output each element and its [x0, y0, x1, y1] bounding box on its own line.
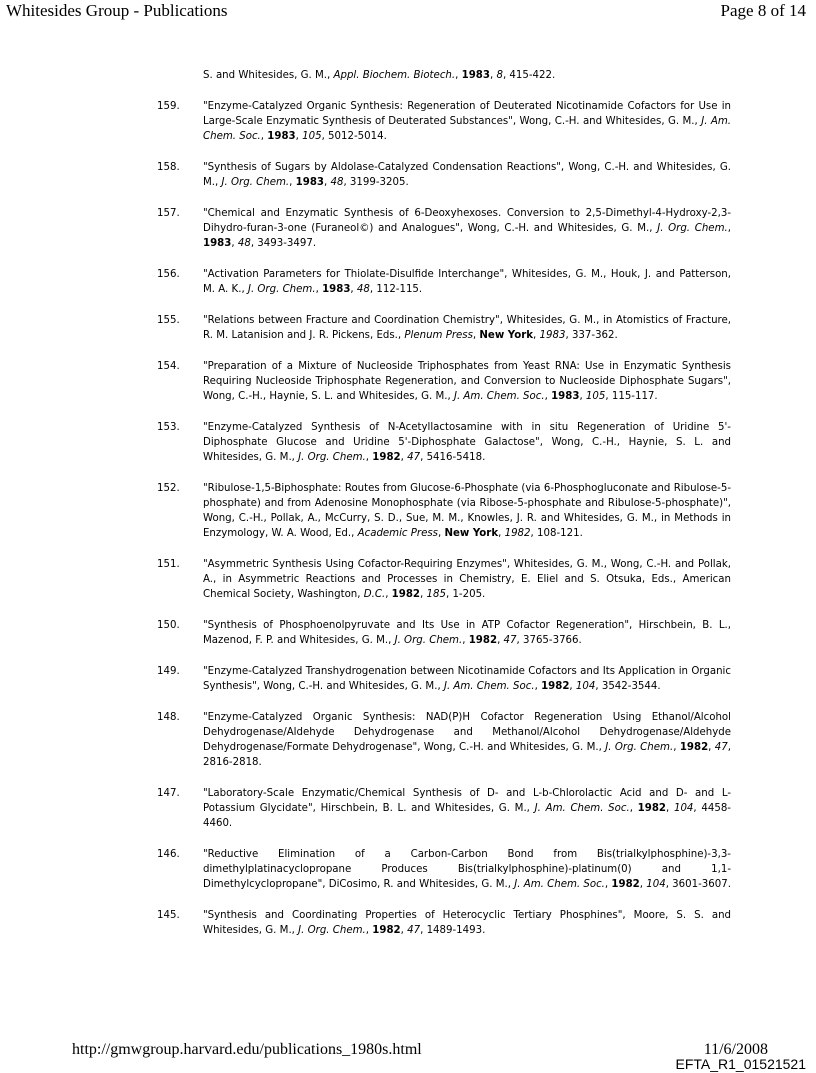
- publication-entry: [157, 420, 731, 465]
- entry-citation: "Activation Parameters for Thiolate-Disulfide Interchange", Whitesides, G. M., Houk, J. and Patterson, M. A. K., J. Org. Chem., 1983, 48, 112-115.: [203, 269, 731, 295]
- entry-number: 148.: [157, 712, 180, 723]
- entry-number: 149.: [157, 666, 180, 677]
- entry-number: 159.: [157, 101, 180, 112]
- entry-number: 157.: [157, 208, 180, 219]
- document-id: EFTA_R1_01521521: [675, 1056, 806, 1072]
- entry-citation: "Enzyme-Catalyzed Synthesis of N-Acetyllactosamine with in situ Regeneration of Uridine 5'-Diphosphate Glucose and Uridine 5'-Diphosphate Galactose", Wong, C.-H., Haynie, S. L. and Whitesides, G. M., J. Org. Chem., 1982, 47, 5416-5418.: [203, 422, 731, 463]
- entry-citation: "Laboratory-Scale Enzymatic/Chemical Synthesis of D- and L-b-Chlorolactic Acid and D- and L-Potassium Glycidate", Hirschbein, B. L. and Whitesides, G. M., J. Am. Chem. Soc., 1982, 104, 4458-4460.: [203, 788, 731, 829]
- publication-entry: [157, 847, 731, 892]
- publication-entry: [157, 618, 731, 648]
- publication-entry: [157, 664, 731, 694]
- continued-entry-text: S. and Whitesides, G. M., Appl. Biochem. Biotech., 1983, 8, 415-422.: [203, 70, 556, 81]
- entry-citation: "Reductive Elimination of a Carbon-Carbon Bond from Bis(trialkylphosphine)-3,3-dimethylplatinacyclopropane Produces Bis(trialkylphosphine)-platinum(0) and 1,1-Dimethylcyclopropane", DiCosimo, R. and Whitesides, G. M., J. Am. Chem. Soc., 1982, 104, 3601-3607.: [203, 849, 731, 890]
- entry-citation: "Synthesis and Coordinating Properties of Heterocyclic Tertiary Phosphines", Moore, S. S. and Whitesides, G. M., J. Org. Chem., 1982, 47, 1489-1493.: [203, 910, 731, 936]
- entry-citation: "Asymmetric Synthesis Using Cofactor-Requiring Enzymes", Whitesides, G. M., Wong, C.-H. and Pollak, A., in Asymmetric Reactions and Processes in Chemistry, E. Eliel and S. Otsuka, Eds., American Chemical Society, Washington, D.C., 1982, 185, 1-205.: [203, 559, 731, 600]
- print-date: 11/6/2008: [703, 1041, 768, 1058]
- entry-citation: "Ribulose-1,5-Biphosphate: Routes from Glucose-6-Phosphate (via 6-Phosphogluconate and Ribulose-5-phosphate) and from Adenosine Monophosphate (via Ribose-5-phosphate and Ribulose-5-phosphate)", Wong, C.-H., Pollak, A., McCurry, S. D., Sue, M. M., Knowles, J. R. and Whitesides, G. M., in Methods in Enzymology, W. A. Wood, Ed., Academic Press, New York, 1982, 108-121.: [203, 483, 731, 539]
- entry-citation: "Preparation of a Mixture of Nucleoside Triphosphates from Yeast RNA: Use in Enzymatic Synthesis Requiring Nucleoside Triphosphate Regeneration, and Conversion to Nucleoside Diphosphate Sugars", Wong, C.-H., Haynie, S. L. and Whitesides, G. M., J. Am. Chem. Soc., 1983, 105, 115-117.: [203, 361, 731, 402]
- publication-entry: [157, 710, 731, 770]
- publication-list: [157, 68, 731, 954]
- entry-citation: "Enzyme-Catalyzed Organic Synthesis: NAD(P)H Cofactor Regeneration Using Ethanol/Alcohol Dehydrogenase/Aldehyde Dehydrogenase and Methanol/Alcohol Dehydrogenase/Aldehyde Dehydrogenase/Formate Dehydrogenase", Wong, C.-H. and Whitesides, G. M., J. Org. Chem., 1982, 47, 2816-2818.: [203, 712, 732, 768]
- entry-number: 153.: [157, 422, 180, 433]
- page-number: Page 8 of 14: [720, 1, 806, 20]
- publication-entry: [157, 481, 731, 541]
- entry-number: 158.: [157, 162, 180, 173]
- publication-entry: [157, 206, 731, 251]
- publication-entry: [157, 99, 731, 144]
- entries-container: [157, 99, 731, 938]
- publication-entry: [157, 313, 731, 343]
- entry-number: 151.: [157, 559, 180, 570]
- entry-citation: "Synthesis of Phosphoenolpyruvate and Its Use in ATP Cofactor Regeneration", Hirschbein, B. L., Mazenod, F. P. and Whitesides, G. M., J. Org. Chem., 1982, 47, 3765-3766.: [203, 620, 731, 646]
- entry-number: 147.: [157, 788, 180, 799]
- site-title: Whitesides Group - Publications: [6, 1, 228, 20]
- publication-entry: [157, 359, 731, 404]
- entry-number: 146.: [157, 849, 180, 860]
- entry-citation: "Synthesis of Sugars by Aldolase-Catalyzed Condensation Reactions", Wong, C.-H. and Whitesides, G. M., J. Org. Chem., 1983, 48, 3199-3205.: [203, 162, 731, 188]
- page-footer: [0, 1040, 816, 1073]
- entry-number: 145.: [157, 910, 180, 921]
- entry-number: 150.: [157, 620, 180, 631]
- entry-citation: "Enzyme-Catalyzed Transhydrogenation between Nicotinamide Cofactors and Its Application in Organic Synthesis", Wong, C.-H. and Whitesides, G. M., J. Am. Chem. Soc., 1982, 104, 3542-3544.: [203, 666, 731, 692]
- page-url: http://gmwgroup.harvard.edu/publications_1980s.html: [72, 1041, 422, 1058]
- page-header: [0, 0, 816, 22]
- publication-entry: [157, 908, 731, 938]
- publication-entry: [157, 267, 731, 297]
- entry-number: 156.: [157, 269, 180, 280]
- publication-entry: [157, 557, 731, 602]
- entry-number: 152.: [157, 483, 180, 494]
- publication-entry: [157, 160, 731, 190]
- entry-citation: "Chemical and Enzymatic Synthesis of 6-Deoxyhexoses. Conversion to 2,5-Dimethyl-4-Hydroxy-2,3-Dihydro-furan-3-one (Furaneol©) and Analogues", Wong, C.-H. and Whitesides, G. M., J. Org. Chem., 1983, 48, 3493-3497.: [203, 208, 731, 249]
- entry-citation: "Enzyme-Catalyzed Organic Synthesis: Regeneration of Deuterated Nicotinamide Cofactors for Use in Large-Scale Enzymatic Synthesis of Deuterated Substances", Wong, C.-H. and Whitesides, G. M., J. Am. Chem. Soc., 1983, 105, 5012-5014.: [203, 101, 731, 142]
- publication-entry: [157, 786, 731, 831]
- entry-number: 155.: [157, 315, 180, 326]
- entry-number: 154.: [157, 361, 180, 372]
- entry-citation: "Relations between Fracture and Coordination Chemistry", Whitesides, G. M., in Atomistics of Fracture, R. M. Latanision and J. R. Pickens, Eds., Plenum Press, New York, 1983, 337-362.: [203, 315, 731, 341]
